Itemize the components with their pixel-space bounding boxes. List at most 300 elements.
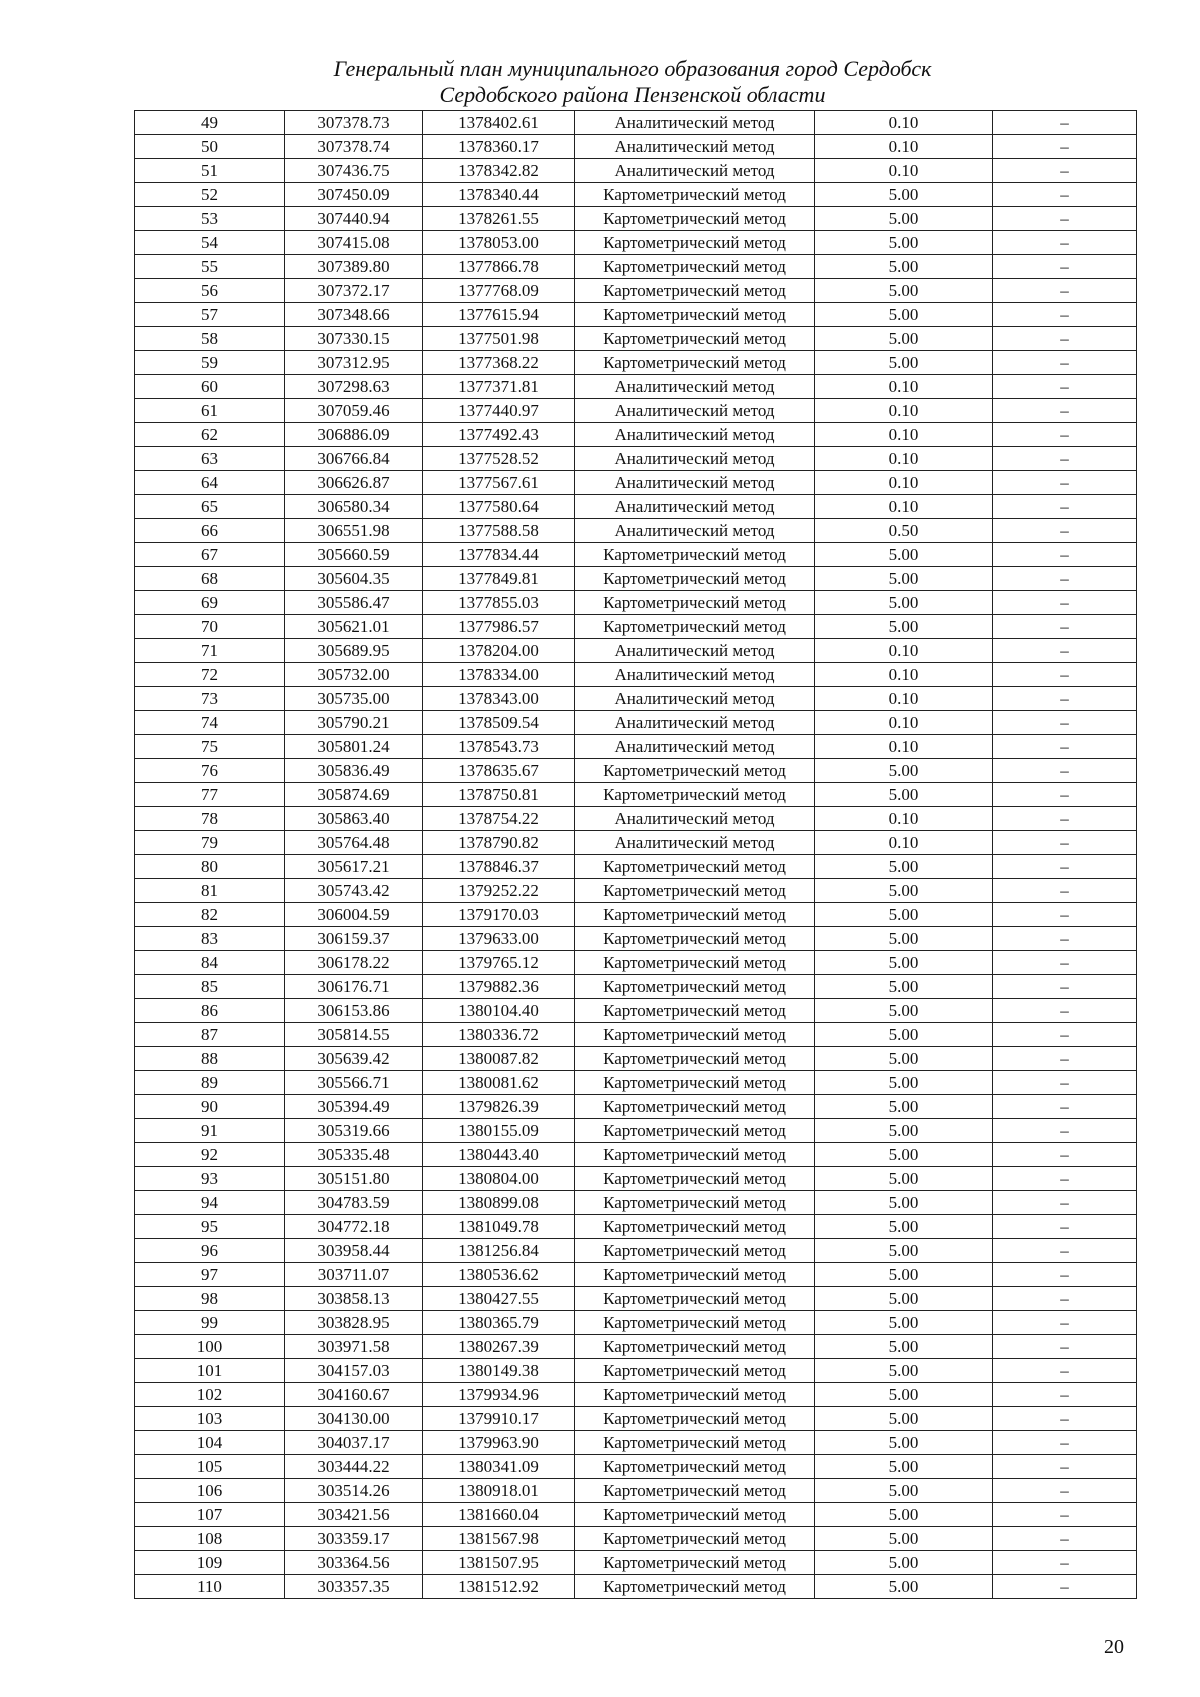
table-row bbox=[135, 447, 1137, 471]
cell-method: Картометрический метод bbox=[575, 1503, 815, 1527]
cell-y-coordinate: 1378360.17 bbox=[423, 135, 575, 159]
cell-x-coordinate: 306159.37 bbox=[285, 927, 423, 951]
cell-method: Картометрический метод bbox=[575, 927, 815, 951]
cell-x-coordinate: 307059.46 bbox=[285, 399, 423, 423]
cell-note: – bbox=[993, 567, 1137, 591]
cell-x-coordinate: 305660.59 bbox=[285, 543, 423, 567]
cell-method: Картометрический метод bbox=[575, 759, 815, 783]
cell-note: – bbox=[993, 1071, 1137, 1095]
cell-x-coordinate: 307378.74 bbox=[285, 135, 423, 159]
cell-y-coordinate: 1380536.62 bbox=[423, 1263, 575, 1287]
cell-method: Картометрический метод bbox=[575, 591, 815, 615]
cell-point-number: 85 bbox=[135, 975, 285, 999]
cell-note: – bbox=[993, 615, 1137, 639]
cell-y-coordinate: 1380918.01 bbox=[423, 1479, 575, 1503]
cell-note: – bbox=[993, 1119, 1137, 1143]
cell-note: – bbox=[993, 1167, 1137, 1191]
cell-note: – bbox=[993, 135, 1137, 159]
cell-accuracy: 5.00 bbox=[815, 231, 993, 255]
cell-accuracy: 0.10 bbox=[815, 711, 993, 735]
cell-x-coordinate: 307312.95 bbox=[285, 351, 423, 375]
page-number: 20 bbox=[1104, 1636, 1124, 1658]
cell-accuracy: 0.10 bbox=[815, 399, 993, 423]
cell-note: – bbox=[993, 255, 1137, 279]
cell-accuracy: 5.00 bbox=[815, 999, 993, 1023]
cell-method: Картометрический метод bbox=[575, 327, 815, 351]
cell-note: – bbox=[993, 471, 1137, 495]
cell-accuracy: 5.00 bbox=[815, 1503, 993, 1527]
cell-method: Картометрический метод bbox=[575, 1191, 815, 1215]
cell-y-coordinate: 1377440.97 bbox=[423, 399, 575, 423]
cell-point-number: 86 bbox=[135, 999, 285, 1023]
cell-y-coordinate: 1378343.00 bbox=[423, 687, 575, 711]
cell-point-number: 61 bbox=[135, 399, 285, 423]
cell-x-coordinate: 304037.17 bbox=[285, 1431, 423, 1455]
cell-x-coordinate: 306176.71 bbox=[285, 975, 423, 999]
cell-accuracy: 5.00 bbox=[815, 1287, 993, 1311]
cell-x-coordinate: 305874.69 bbox=[285, 783, 423, 807]
cell-x-coordinate: 307450.09 bbox=[285, 183, 423, 207]
cell-accuracy: 0.10 bbox=[815, 111, 993, 135]
cell-note: – bbox=[993, 183, 1137, 207]
coordinates-table bbox=[134, 110, 1137, 1599]
cell-y-coordinate: 1378402.61 bbox=[423, 111, 575, 135]
cell-y-coordinate: 1380104.40 bbox=[423, 999, 575, 1023]
cell-method: Картометрический метод bbox=[575, 1047, 815, 1071]
cell-x-coordinate: 304783.59 bbox=[285, 1191, 423, 1215]
cell-y-coordinate: 1380427.55 bbox=[423, 1287, 575, 1311]
cell-x-coordinate: 306766.84 bbox=[285, 447, 423, 471]
cell-accuracy: 5.00 bbox=[815, 927, 993, 951]
cell-method: Картометрический метод bbox=[575, 1311, 815, 1335]
cell-note: – bbox=[993, 1455, 1137, 1479]
cell-note: – bbox=[993, 1239, 1137, 1263]
cell-method: Аналитический метод bbox=[575, 159, 815, 183]
table-row bbox=[135, 423, 1137, 447]
cell-method: Аналитический метод bbox=[575, 663, 815, 687]
cell-point-number: 50 bbox=[135, 135, 285, 159]
cell-accuracy: 5.00 bbox=[815, 903, 993, 927]
cell-y-coordinate: 1381512.92 bbox=[423, 1575, 575, 1599]
cell-method: Картометрический метод bbox=[575, 1119, 815, 1143]
cell-method: Картометрический метод bbox=[575, 1359, 815, 1383]
cell-note: – bbox=[993, 735, 1137, 759]
cell-y-coordinate: 1377588.58 bbox=[423, 519, 575, 543]
cell-y-coordinate: 1381507.95 bbox=[423, 1551, 575, 1575]
table-row bbox=[135, 519, 1137, 543]
cell-y-coordinate: 1377866.78 bbox=[423, 255, 575, 279]
cell-x-coordinate: 305836.49 bbox=[285, 759, 423, 783]
table-row bbox=[135, 999, 1137, 1023]
cell-x-coordinate: 307389.80 bbox=[285, 255, 423, 279]
cell-method: Картометрический метод bbox=[575, 1479, 815, 1503]
cell-x-coordinate: 303828.95 bbox=[285, 1311, 423, 1335]
cell-y-coordinate: 1380804.00 bbox=[423, 1167, 575, 1191]
cell-x-coordinate: 307348.66 bbox=[285, 303, 423, 327]
cell-note: – bbox=[993, 1191, 1137, 1215]
cell-y-coordinate: 1379963.90 bbox=[423, 1431, 575, 1455]
table-row bbox=[135, 1359, 1137, 1383]
cell-method: Аналитический метод bbox=[575, 423, 815, 447]
cell-point-number: 107 bbox=[135, 1503, 285, 1527]
cell-accuracy: 5.00 bbox=[815, 1167, 993, 1191]
cell-note: – bbox=[993, 1359, 1137, 1383]
cell-accuracy: 5.00 bbox=[815, 567, 993, 591]
cell-x-coordinate: 305732.00 bbox=[285, 663, 423, 687]
cell-note: – bbox=[993, 855, 1137, 879]
cell-accuracy: 5.00 bbox=[815, 183, 993, 207]
cell-method: Картометрический метод bbox=[575, 1455, 815, 1479]
cell-y-coordinate: 1381567.98 bbox=[423, 1527, 575, 1551]
table-row bbox=[135, 1527, 1137, 1551]
cell-x-coordinate: 307415.08 bbox=[285, 231, 423, 255]
cell-y-coordinate: 1378750.81 bbox=[423, 783, 575, 807]
cell-accuracy: 5.00 bbox=[815, 1551, 993, 1575]
cell-method: Аналитический метод bbox=[575, 471, 815, 495]
table-row bbox=[135, 567, 1137, 591]
cell-point-number: 58 bbox=[135, 327, 285, 351]
cell-x-coordinate: 304160.67 bbox=[285, 1383, 423, 1407]
cell-method: Картометрический метод bbox=[575, 1215, 815, 1239]
cell-accuracy: 5.00 bbox=[815, 1071, 993, 1095]
cell-method: Картометрический метод bbox=[575, 303, 815, 327]
cell-x-coordinate: 305394.49 bbox=[285, 1095, 423, 1119]
cell-accuracy: 5.00 bbox=[815, 1455, 993, 1479]
cell-note: – bbox=[993, 519, 1137, 543]
cell-point-number: 80 bbox=[135, 855, 285, 879]
cell-method: Картометрический метод bbox=[575, 1263, 815, 1287]
cell-note: – bbox=[993, 543, 1137, 567]
table-row bbox=[135, 207, 1137, 231]
table-row bbox=[135, 1095, 1137, 1119]
cell-point-number: 69 bbox=[135, 591, 285, 615]
cell-note: – bbox=[993, 399, 1137, 423]
cell-accuracy: 5.00 bbox=[815, 759, 993, 783]
cell-point-number: 84 bbox=[135, 951, 285, 975]
cell-point-number: 57 bbox=[135, 303, 285, 327]
cell-point-number: 77 bbox=[135, 783, 285, 807]
cell-x-coordinate: 306626.87 bbox=[285, 471, 423, 495]
cell-accuracy: 5.00 bbox=[815, 207, 993, 231]
cell-point-number: 92 bbox=[135, 1143, 285, 1167]
table-row bbox=[135, 1575, 1137, 1599]
cell-method: Картометрический метод bbox=[575, 1023, 815, 1047]
cell-note: – bbox=[993, 1527, 1137, 1551]
cell-note: – bbox=[993, 1575, 1137, 1599]
cell-method: Аналитический метод bbox=[575, 519, 815, 543]
cell-method: Картометрический метод bbox=[575, 1431, 815, 1455]
cell-method: Картометрический метод bbox=[575, 543, 815, 567]
cell-point-number: 94 bbox=[135, 1191, 285, 1215]
cell-method: Аналитический метод bbox=[575, 399, 815, 423]
table-row bbox=[135, 951, 1137, 975]
cell-method: Картометрический метод bbox=[575, 1575, 815, 1599]
cell-x-coordinate: 305319.66 bbox=[285, 1119, 423, 1143]
cell-method: Картометрический метод bbox=[575, 855, 815, 879]
cell-y-coordinate: 1377371.81 bbox=[423, 375, 575, 399]
cell-point-number: 88 bbox=[135, 1047, 285, 1071]
cell-accuracy: 5.00 bbox=[815, 1023, 993, 1047]
table-row bbox=[135, 1239, 1137, 1263]
cell-x-coordinate: 305735.00 bbox=[285, 687, 423, 711]
cell-accuracy: 5.00 bbox=[815, 1263, 993, 1287]
cell-note: – bbox=[993, 375, 1137, 399]
cell-point-number: 93 bbox=[135, 1167, 285, 1191]
table-row bbox=[135, 1023, 1137, 1047]
cell-method: Картометрический метод bbox=[575, 1407, 815, 1431]
cell-accuracy: 5.00 bbox=[815, 615, 993, 639]
cell-method: Аналитический метод bbox=[575, 711, 815, 735]
cell-accuracy: 5.00 bbox=[815, 1047, 993, 1071]
cell-note: – bbox=[993, 927, 1137, 951]
cell-x-coordinate: 304772.18 bbox=[285, 1215, 423, 1239]
cell-method: Картометрический метод bbox=[575, 1095, 815, 1119]
cell-y-coordinate: 1379826.39 bbox=[423, 1095, 575, 1119]
cell-accuracy: 5.00 bbox=[815, 879, 993, 903]
cell-y-coordinate: 1377368.22 bbox=[423, 351, 575, 375]
table-row bbox=[135, 903, 1137, 927]
table-row bbox=[135, 1431, 1137, 1455]
cell-x-coordinate: 305151.80 bbox=[285, 1167, 423, 1191]
cell-accuracy: 5.00 bbox=[815, 543, 993, 567]
cell-x-coordinate: 303958.44 bbox=[285, 1239, 423, 1263]
cell-note: – bbox=[993, 711, 1137, 735]
cell-method: Картометрический метод bbox=[575, 1071, 815, 1095]
cell-point-number: 65 bbox=[135, 495, 285, 519]
table-row bbox=[135, 1215, 1137, 1239]
cell-y-coordinate: 1378754.22 bbox=[423, 807, 575, 831]
table-row bbox=[135, 471, 1137, 495]
cell-accuracy: 5.00 bbox=[815, 1143, 993, 1167]
cell-point-number: 90 bbox=[135, 1095, 285, 1119]
table-row bbox=[135, 135, 1137, 159]
cell-accuracy: 0.10 bbox=[815, 639, 993, 663]
cell-note: – bbox=[993, 1311, 1137, 1335]
cell-method: Картометрический метод bbox=[575, 231, 815, 255]
cell-accuracy: 5.00 bbox=[815, 1191, 993, 1215]
cell-x-coordinate: 307330.15 bbox=[285, 327, 423, 351]
cell-method: Картометрический метод bbox=[575, 279, 815, 303]
cell-note: – bbox=[993, 951, 1137, 975]
cell-y-coordinate: 1381256.84 bbox=[423, 1239, 575, 1263]
table-row bbox=[135, 1311, 1137, 1335]
cell-point-number: 53 bbox=[135, 207, 285, 231]
header-title-line-2: Сердобского района Пензенской области bbox=[439, 82, 826, 107]
cell-method: Картометрический метод bbox=[575, 1287, 815, 1311]
cell-accuracy: 5.00 bbox=[815, 303, 993, 327]
table-row bbox=[135, 375, 1137, 399]
cell-accuracy: 0.10 bbox=[815, 135, 993, 159]
table-row bbox=[135, 1455, 1137, 1479]
cell-y-coordinate: 1380341.09 bbox=[423, 1455, 575, 1479]
cell-point-number: 63 bbox=[135, 447, 285, 471]
cell-accuracy: 5.00 bbox=[815, 975, 993, 999]
table-row bbox=[135, 615, 1137, 639]
cell-accuracy: 0.10 bbox=[815, 375, 993, 399]
cell-method: Аналитический метод bbox=[575, 135, 815, 159]
cell-point-number: 76 bbox=[135, 759, 285, 783]
cell-method: Аналитический метод bbox=[575, 447, 815, 471]
cell-point-number: 104 bbox=[135, 1431, 285, 1455]
cell-y-coordinate: 1380443.40 bbox=[423, 1143, 575, 1167]
cell-accuracy: 0.10 bbox=[815, 447, 993, 471]
cell-note: – bbox=[993, 783, 1137, 807]
table-row bbox=[135, 255, 1137, 279]
cell-point-number: 60 bbox=[135, 375, 285, 399]
cell-x-coordinate: 305639.42 bbox=[285, 1047, 423, 1071]
cell-accuracy: 0.10 bbox=[815, 159, 993, 183]
cell-method: Картометрический метод bbox=[575, 1143, 815, 1167]
table-row bbox=[135, 1167, 1137, 1191]
cell-point-number: 68 bbox=[135, 567, 285, 591]
cell-point-number: 75 bbox=[135, 735, 285, 759]
cell-x-coordinate: 307440.94 bbox=[285, 207, 423, 231]
cell-method: Картометрический метод bbox=[575, 615, 815, 639]
cell-method: Картометрический метод bbox=[575, 879, 815, 903]
table-row bbox=[135, 687, 1137, 711]
cell-method: Картометрический метод bbox=[575, 567, 815, 591]
cell-accuracy: 5.00 bbox=[815, 1407, 993, 1431]
cell-accuracy: 5.00 bbox=[815, 783, 993, 807]
cell-point-number: 78 bbox=[135, 807, 285, 831]
cell-note: – bbox=[993, 423, 1137, 447]
cell-note: – bbox=[993, 1047, 1137, 1071]
cell-x-coordinate: 303711.07 bbox=[285, 1263, 423, 1287]
table-row bbox=[135, 831, 1137, 855]
cell-y-coordinate: 1380267.39 bbox=[423, 1335, 575, 1359]
table-row bbox=[135, 1047, 1137, 1071]
cell-method: Картометрический метод bbox=[575, 183, 815, 207]
cell-note: – bbox=[993, 1287, 1137, 1311]
cell-note: – bbox=[993, 831, 1137, 855]
cell-note: – bbox=[993, 1551, 1137, 1575]
cell-x-coordinate: 305743.42 bbox=[285, 879, 423, 903]
table-row bbox=[135, 735, 1137, 759]
cell-x-coordinate: 305764.48 bbox=[285, 831, 423, 855]
cell-method: Аналитический метод bbox=[575, 831, 815, 855]
table-row bbox=[135, 111, 1137, 135]
cell-x-coordinate: 306551.98 bbox=[285, 519, 423, 543]
cell-note: – bbox=[993, 1407, 1137, 1431]
table-row bbox=[135, 591, 1137, 615]
cell-x-coordinate: 305863.40 bbox=[285, 807, 423, 831]
cell-accuracy: 5.00 bbox=[815, 255, 993, 279]
cell-x-coordinate: 303971.58 bbox=[285, 1335, 423, 1359]
cell-method: Картометрический метод bbox=[575, 1383, 815, 1407]
cell-point-number: 67 bbox=[135, 543, 285, 567]
cell-note: – bbox=[993, 303, 1137, 327]
cell-note: – bbox=[993, 1479, 1137, 1503]
cell-y-coordinate: 1379934.96 bbox=[423, 1383, 575, 1407]
cell-accuracy: 5.00 bbox=[815, 1359, 993, 1383]
table-row bbox=[135, 1479, 1137, 1503]
cell-accuracy: 5.00 bbox=[815, 951, 993, 975]
cell-note: – bbox=[993, 663, 1137, 687]
cell-accuracy: 5.00 bbox=[815, 1383, 993, 1407]
cell-note: – bbox=[993, 999, 1137, 1023]
table-row bbox=[135, 663, 1137, 687]
cell-method: Картометрический метод bbox=[575, 783, 815, 807]
cell-note: – bbox=[993, 111, 1137, 135]
cell-point-number: 49 bbox=[135, 111, 285, 135]
cell-y-coordinate: 1377834.44 bbox=[423, 543, 575, 567]
cell-method: Картометрический метод bbox=[575, 1551, 815, 1575]
table-row bbox=[135, 303, 1137, 327]
cell-note: – bbox=[993, 687, 1137, 711]
cell-y-coordinate: 1377580.64 bbox=[423, 495, 575, 519]
cell-method: Картометрический метод bbox=[575, 1335, 815, 1359]
cell-accuracy: 5.00 bbox=[815, 1575, 993, 1599]
table-row bbox=[135, 327, 1137, 351]
cell-method: Аналитический метод bbox=[575, 375, 815, 399]
table-row bbox=[135, 183, 1137, 207]
cell-y-coordinate: 1378635.67 bbox=[423, 759, 575, 783]
cell-y-coordinate: 1378790.82 bbox=[423, 831, 575, 855]
table-row bbox=[135, 279, 1137, 303]
table-row bbox=[135, 1551, 1137, 1575]
cell-method: Аналитический метод bbox=[575, 111, 815, 135]
cell-y-coordinate: 1379633.00 bbox=[423, 927, 575, 951]
cell-y-coordinate: 1378340.44 bbox=[423, 183, 575, 207]
cell-note: – bbox=[993, 1383, 1137, 1407]
cell-x-coordinate: 305604.35 bbox=[285, 567, 423, 591]
cell-note: – bbox=[993, 879, 1137, 903]
cell-accuracy: 5.00 bbox=[815, 1311, 993, 1335]
cell-point-number: 98 bbox=[135, 1287, 285, 1311]
cell-note: – bbox=[993, 159, 1137, 183]
cell-method: Картометрический метод bbox=[575, 1527, 815, 1551]
cell-y-coordinate: 1380336.72 bbox=[423, 1023, 575, 1047]
cell-point-number: 87 bbox=[135, 1023, 285, 1047]
cell-y-coordinate: 1377986.57 bbox=[423, 615, 575, 639]
cell-method: Аналитический метод bbox=[575, 687, 815, 711]
cell-point-number: 59 bbox=[135, 351, 285, 375]
table-row bbox=[135, 1383, 1137, 1407]
cell-x-coordinate: 305621.01 bbox=[285, 615, 423, 639]
cell-x-coordinate: 307436.75 bbox=[285, 159, 423, 183]
cell-point-number: 101 bbox=[135, 1359, 285, 1383]
cell-accuracy: 0.10 bbox=[815, 735, 993, 759]
cell-note: – bbox=[993, 1431, 1137, 1455]
cell-y-coordinate: 1378053.00 bbox=[423, 231, 575, 255]
table-row bbox=[135, 1119, 1137, 1143]
cell-method: Картометрический метод bbox=[575, 255, 815, 279]
cell-note: – bbox=[993, 1335, 1137, 1359]
cell-point-number: 97 bbox=[135, 1263, 285, 1287]
cell-point-number: 83 bbox=[135, 927, 285, 951]
cell-note: – bbox=[993, 495, 1137, 519]
cell-point-number: 71 bbox=[135, 639, 285, 663]
cell-x-coordinate: 304157.03 bbox=[285, 1359, 423, 1383]
table-row bbox=[135, 1407, 1137, 1431]
cell-point-number: 79 bbox=[135, 831, 285, 855]
cell-point-number: 103 bbox=[135, 1407, 285, 1431]
cell-point-number: 102 bbox=[135, 1383, 285, 1407]
cell-point-number: 106 bbox=[135, 1479, 285, 1503]
table-row bbox=[135, 399, 1137, 423]
cell-method: Картометрический метод bbox=[575, 1167, 815, 1191]
cell-note: – bbox=[993, 1023, 1137, 1047]
cell-y-coordinate: 1378334.00 bbox=[423, 663, 575, 687]
cell-note: – bbox=[993, 1095, 1137, 1119]
cell-note: – bbox=[993, 639, 1137, 663]
cell-note: – bbox=[993, 903, 1137, 927]
cell-point-number: 54 bbox=[135, 231, 285, 255]
cell-x-coordinate: 304130.00 bbox=[285, 1407, 423, 1431]
cell-note: – bbox=[993, 759, 1137, 783]
cell-method: Аналитический метод bbox=[575, 735, 815, 759]
cell-accuracy: 0.10 bbox=[815, 471, 993, 495]
